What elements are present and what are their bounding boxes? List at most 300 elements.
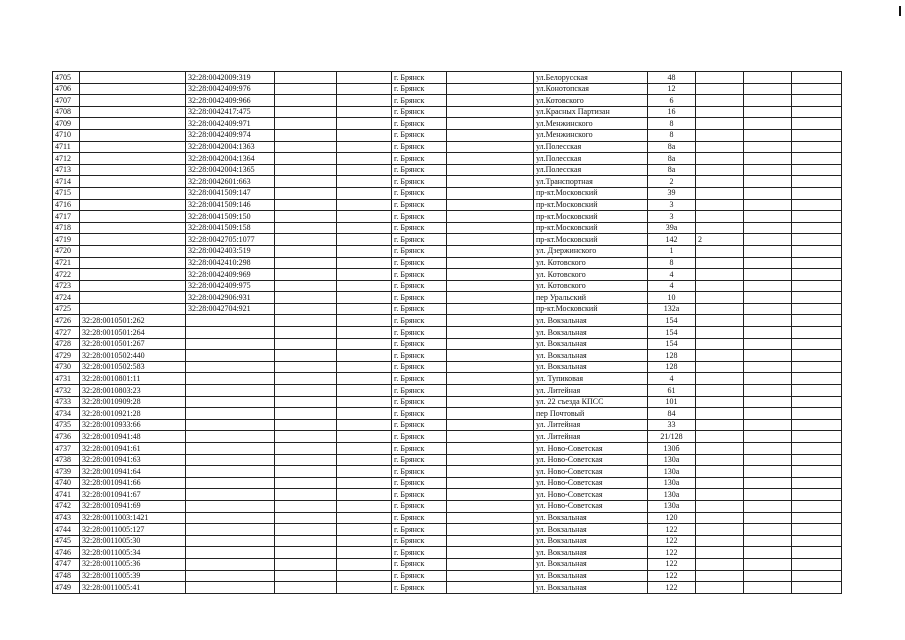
cell-col-empty-5	[792, 176, 842, 188]
cell-col-empty-2	[337, 361, 392, 373]
cell-col-empty-4	[744, 570, 792, 582]
cell-col-empty-2	[337, 570, 392, 582]
cell-col-empty-3	[447, 292, 534, 304]
cell-col-empty-4	[744, 269, 792, 281]
cell-row-number: 4737	[53, 443, 80, 455]
cell-col-empty-4	[744, 524, 792, 536]
cell-col-empty-1	[275, 466, 337, 478]
cell-col-empty-5	[792, 396, 842, 408]
cell-col-empty-1	[275, 477, 337, 489]
cell-city: г. Брянск	[392, 211, 447, 223]
cell-building-number: 2	[696, 234, 744, 246]
cell-city: г. Брянск	[392, 83, 447, 95]
cell-col-empty-3	[447, 141, 534, 153]
table-row	[53, 222, 842, 234]
cell-col-empty-5	[792, 292, 842, 304]
cell-cadastral-number-b	[186, 500, 275, 512]
cell-col-empty-4	[744, 373, 792, 385]
cell-city: г. Брянск	[392, 558, 447, 570]
cell-building-number	[696, 408, 744, 420]
cell-col-empty-1	[275, 570, 337, 582]
cell-cadastral-number-b: 32:28:0042409:969	[186, 269, 275, 281]
cell-col-empty-1	[275, 443, 337, 455]
cell-col-empty-2	[337, 396, 392, 408]
cell-cadastral-number-a	[80, 83, 186, 95]
cell-col-empty-2	[337, 454, 392, 466]
table-row	[53, 443, 842, 455]
cell-col-empty-3	[447, 373, 534, 385]
table-row	[53, 129, 842, 141]
cell-row-number: 4739	[53, 466, 80, 478]
cell-building-number	[696, 129, 744, 141]
cell-house-number: 8а	[648, 164, 696, 176]
cell-cadastral-number-a: 32:28:0010501:264	[80, 327, 186, 339]
cell-col-empty-1	[275, 303, 337, 315]
cell-col-empty-4	[744, 129, 792, 141]
cell-col-empty-2	[337, 187, 392, 199]
cell-building-number	[696, 443, 744, 455]
cell-col-empty-3	[447, 582, 534, 594]
cell-cadastral-number-a: 32:28:0011005:34	[80, 547, 186, 559]
cell-building-number	[696, 535, 744, 547]
cell-col-empty-2	[337, 211, 392, 223]
cell-city: г. Брянск	[392, 524, 447, 536]
cell-col-empty-1	[275, 257, 337, 269]
cell-house-number: 3	[648, 199, 696, 211]
cell-col-empty-2	[337, 408, 392, 420]
cell-cadastral-number-b	[186, 489, 275, 501]
cell-building-number	[696, 466, 744, 478]
cell-col-empty-4	[744, 477, 792, 489]
cell-col-empty-2	[337, 535, 392, 547]
cell-building-number	[696, 199, 744, 211]
cell-col-empty-4	[744, 153, 792, 165]
cell-street: ул.Полесская	[534, 153, 648, 165]
cell-street: ул.Котовского	[534, 95, 648, 107]
cell-col-empty-5	[792, 431, 842, 443]
cell-cadastral-number-a: 32:28:0011005:36	[80, 558, 186, 570]
cell-row-number: 4746	[53, 547, 80, 559]
cell-col-empty-2	[337, 164, 392, 176]
cell-cadastral-number-a: 32:28:0011003:1421	[80, 512, 186, 524]
cell-cadastral-number-b	[186, 419, 275, 431]
cell-row-number: 4733	[53, 396, 80, 408]
cell-col-empty-5	[792, 106, 842, 118]
cell-cadastral-number-b	[186, 512, 275, 524]
table-row	[53, 489, 842, 501]
cell-col-empty-5	[792, 199, 842, 211]
cell-col-empty-4	[744, 303, 792, 315]
table-row	[53, 269, 842, 281]
cell-col-empty-1	[275, 129, 337, 141]
cell-cadastral-number-a	[80, 280, 186, 292]
cell-house-number: 33	[648, 419, 696, 431]
cell-building-number	[696, 385, 744, 397]
cell-cadastral-number-a: 32:28:0010941:69	[80, 500, 186, 512]
cell-row-number: 4718	[53, 222, 80, 234]
cell-street: ул.Полесская	[534, 141, 648, 153]
cell-col-empty-1	[275, 547, 337, 559]
cell-col-empty-3	[447, 466, 534, 478]
cell-col-empty-1	[275, 199, 337, 211]
cell-col-empty-4	[744, 245, 792, 257]
cell-building-number	[696, 512, 744, 524]
cell-building-number	[696, 500, 744, 512]
cell-cadastral-number-a	[80, 106, 186, 118]
cell-col-empty-4	[744, 187, 792, 199]
cell-col-empty-3	[447, 83, 534, 95]
cell-col-empty-2	[337, 118, 392, 130]
cell-col-empty-2	[337, 95, 392, 107]
cell-city: г. Брянск	[392, 153, 447, 165]
cell-street: ул.Полесская	[534, 164, 648, 176]
cell-street: ул. Литейная	[534, 385, 648, 397]
cell-cadastral-number-a: 32:28:0010801:11	[80, 373, 186, 385]
cell-col-empty-2	[337, 327, 392, 339]
cell-city: г. Брянск	[392, 547, 447, 559]
cell-col-empty-4	[744, 234, 792, 246]
cell-cadastral-number-a: 32:28:0010941:61	[80, 443, 186, 455]
cell-cadastral-number-b	[186, 558, 275, 570]
cell-col-empty-3	[447, 454, 534, 466]
cell-house-number: 61	[648, 385, 696, 397]
cell-cadastral-number-a: 32:28:0010933:66	[80, 419, 186, 431]
cell-building-number	[696, 153, 744, 165]
cell-house-number: 122	[648, 535, 696, 547]
cell-col-empty-1	[275, 489, 337, 501]
cell-row-number: 4736	[53, 431, 80, 443]
cell-building-number	[696, 292, 744, 304]
cell-col-empty-5	[792, 95, 842, 107]
cell-row-number: 4710	[53, 129, 80, 141]
cell-col-empty-3	[447, 558, 534, 570]
cell-city: г. Брянск	[392, 327, 447, 339]
cell-col-empty-5	[792, 570, 842, 582]
cell-col-empty-4	[744, 327, 792, 339]
cell-house-number: 10	[648, 292, 696, 304]
cell-row-number: 4705	[53, 72, 80, 84]
cell-col-empty-3	[447, 500, 534, 512]
cell-row-number: 4724	[53, 292, 80, 304]
table-row	[53, 83, 842, 95]
cell-col-empty-1	[275, 106, 337, 118]
cell-house-number: 8а	[648, 153, 696, 165]
cell-cadastral-number-a	[80, 211, 186, 223]
cell-col-empty-2	[337, 83, 392, 95]
table-row	[53, 419, 842, 431]
cell-col-empty-5	[792, 280, 842, 292]
cell-row-number: 4742	[53, 500, 80, 512]
cell-house-number: 21/128	[648, 431, 696, 443]
cell-city: г. Брянск	[392, 245, 447, 257]
table-row	[53, 118, 842, 130]
cell-city: г. Брянск	[392, 466, 447, 478]
cell-col-empty-5	[792, 72, 842, 84]
cell-house-number: 39а	[648, 222, 696, 234]
cell-street: пр-кт.Московский	[534, 211, 648, 223]
cell-row-number: 4711	[53, 141, 80, 153]
cell-street: ул. Вокзальная	[534, 582, 648, 594]
cell-col-empty-1	[275, 83, 337, 95]
cell-col-empty-5	[792, 558, 842, 570]
cell-city: г. Брянск	[392, 292, 447, 304]
cell-col-empty-1	[275, 176, 337, 188]
cell-col-empty-1	[275, 396, 337, 408]
cell-cadastral-number-b: 32:28:0041509:147	[186, 187, 275, 199]
cell-cadastral-number-b	[186, 570, 275, 582]
cell-row-number: 4714	[53, 176, 80, 188]
cell-col-empty-2	[337, 153, 392, 165]
cell-col-empty-4	[744, 500, 792, 512]
cell-col-empty-5	[792, 443, 842, 455]
cell-row-number: 4734	[53, 408, 80, 420]
cell-city: г. Брянск	[392, 187, 447, 199]
cell-building-number	[696, 83, 744, 95]
cell-cadastral-number-b: 32:28:0042403:519	[186, 245, 275, 257]
cell-city: г. Брянск	[392, 72, 447, 84]
cell-street: ул. Ново-Советская	[534, 477, 648, 489]
cell-house-number: 154	[648, 315, 696, 327]
cell-cadastral-number-a: 32:28:0010803:23	[80, 385, 186, 397]
cell-col-empty-1	[275, 292, 337, 304]
table-row	[53, 524, 842, 536]
cell-col-empty-1	[275, 350, 337, 362]
table-row	[53, 361, 842, 373]
cell-cadastral-number-b: 32:28:0041509:158	[186, 222, 275, 234]
table-row	[53, 535, 842, 547]
cell-cadastral-number-a	[80, 164, 186, 176]
cell-city: г. Брянск	[392, 361, 447, 373]
cell-city: г. Брянск	[392, 164, 447, 176]
cell-street: ул. Вокзальная	[534, 570, 648, 582]
cell-cadastral-number-b: 32:28:0042409:974	[186, 129, 275, 141]
cell-col-empty-2	[337, 269, 392, 281]
cell-col-empty-1	[275, 95, 337, 107]
cell-city: г. Брянск	[392, 408, 447, 420]
cell-col-empty-2	[337, 477, 392, 489]
cell-building-number	[696, 454, 744, 466]
cell-cadastral-number-b	[186, 466, 275, 478]
cell-cadastral-number-a: 32:28:0010941:48	[80, 431, 186, 443]
cell-row-number: 4716	[53, 199, 80, 211]
cell-cadastral-number-a	[80, 187, 186, 199]
cell-house-number: 8	[648, 129, 696, 141]
table-row	[53, 315, 842, 327]
cell-city: г. Брянск	[392, 512, 447, 524]
table-row	[53, 454, 842, 466]
table-body	[53, 72, 842, 594]
cell-cadastral-number-a	[80, 129, 186, 141]
cell-col-empty-5	[792, 269, 842, 281]
cell-col-empty-3	[447, 164, 534, 176]
cell-cadastral-number-b: 32:28:0042601:663	[186, 176, 275, 188]
cell-row-number: 4720	[53, 245, 80, 257]
cell-building-number	[696, 547, 744, 559]
cell-col-empty-3	[447, 222, 534, 234]
cell-col-empty-1	[275, 512, 337, 524]
cell-city: г. Брянск	[392, 385, 447, 397]
cell-col-empty-2	[337, 199, 392, 211]
cell-cadastral-number-a	[80, 153, 186, 165]
cell-building-number	[696, 570, 744, 582]
cell-street: пр-кт.Московский	[534, 234, 648, 246]
cell-cadastral-number-b: 32:28:0042417:475	[186, 106, 275, 118]
cell-col-empty-2	[337, 72, 392, 84]
cell-col-empty-3	[447, 338, 534, 350]
cell-street: ул.Конотопская	[534, 83, 648, 95]
cell-col-empty-3	[447, 280, 534, 292]
cell-row-number: 4726	[53, 315, 80, 327]
cell-house-number: 130а	[648, 489, 696, 501]
cell-building-number	[696, 118, 744, 130]
cell-col-empty-1	[275, 245, 337, 257]
cell-house-number: 6	[648, 95, 696, 107]
cell-col-empty-5	[792, 350, 842, 362]
table-row	[53, 141, 842, 153]
cell-cadastral-number-b	[186, 385, 275, 397]
cell-col-empty-1	[275, 118, 337, 130]
cell-house-number: 12	[648, 83, 696, 95]
table-row	[53, 512, 842, 524]
cell-building-number	[696, 187, 744, 199]
cell-col-empty-3	[447, 350, 534, 362]
cell-col-empty-4	[744, 83, 792, 95]
cell-house-number: 128	[648, 361, 696, 373]
table-row	[53, 327, 842, 339]
cell-col-empty-2	[337, 524, 392, 536]
cell-col-empty-5	[792, 477, 842, 489]
cell-col-empty-4	[744, 315, 792, 327]
cell-row-number: 4731	[53, 373, 80, 385]
cell-street: ул. Литейная	[534, 419, 648, 431]
cell-col-empty-3	[447, 524, 534, 536]
cell-city: г. Брянск	[392, 95, 447, 107]
cell-city: г. Брянск	[392, 257, 447, 269]
cell-building-number	[696, 141, 744, 153]
cell-cadastral-number-b	[186, 582, 275, 594]
table-row	[53, 164, 842, 176]
cell-city: г. Брянск	[392, 431, 447, 443]
cell-col-empty-4	[744, 582, 792, 594]
cell-building-number	[696, 361, 744, 373]
cell-building-number	[696, 315, 744, 327]
cell-city: г. Брянск	[392, 303, 447, 315]
cell-col-empty-5	[792, 408, 842, 420]
cell-building-number	[696, 211, 744, 223]
cell-col-empty-3	[447, 95, 534, 107]
cell-col-empty-2	[337, 303, 392, 315]
cell-col-empty-5	[792, 211, 842, 223]
cell-row-number: 4713	[53, 164, 80, 176]
cell-col-empty-4	[744, 280, 792, 292]
page-edge-mark	[899, 6, 901, 16]
cell-col-empty-3	[447, 419, 534, 431]
cell-house-number: 2	[648, 176, 696, 188]
cell-street: ул.Менжинского	[534, 118, 648, 130]
cell-cadastral-number-a	[80, 199, 186, 211]
cell-col-empty-4	[744, 106, 792, 118]
cell-street: ул. Вокзальная	[534, 315, 648, 327]
cell-street: ул. Тупиковая	[534, 373, 648, 385]
cell-cadastral-number-a: 32:28:0010941:63	[80, 454, 186, 466]
cell-building-number	[696, 303, 744, 315]
table-row	[53, 558, 842, 570]
cell-col-empty-1	[275, 211, 337, 223]
cell-col-empty-1	[275, 524, 337, 536]
cell-row-number: 4735	[53, 419, 80, 431]
cell-col-empty-3	[447, 396, 534, 408]
cell-col-empty-1	[275, 164, 337, 176]
table-row	[53, 582, 842, 594]
cell-cadastral-number-a	[80, 234, 186, 246]
cell-street: пр-кт.Московский	[534, 187, 648, 199]
cell-cadastral-number-a: 32:28:0011005:30	[80, 535, 186, 547]
cell-cadastral-number-b	[186, 477, 275, 489]
cell-cadastral-number-b	[186, 408, 275, 420]
cell-building-number	[696, 558, 744, 570]
cell-cadastral-number-b	[186, 373, 275, 385]
cell-building-number	[696, 327, 744, 339]
table-row	[53, 570, 842, 582]
cell-col-empty-4	[744, 512, 792, 524]
cell-cadastral-number-a: 32:28:0011005:127	[80, 524, 186, 536]
cell-cadastral-number-b: 32:28:0042409:971	[186, 118, 275, 130]
cell-col-empty-4	[744, 350, 792, 362]
table-row	[53, 500, 842, 512]
table-row	[53, 280, 842, 292]
cell-cadastral-number-b	[186, 535, 275, 547]
cell-col-empty-4	[744, 95, 792, 107]
cell-col-empty-1	[275, 327, 337, 339]
cell-col-empty-1	[275, 431, 337, 443]
cell-col-empty-1	[275, 72, 337, 84]
cell-building-number	[696, 257, 744, 269]
cell-building-number	[696, 176, 744, 188]
cell-city: г. Брянск	[392, 280, 447, 292]
cell-col-empty-3	[447, 535, 534, 547]
cell-col-empty-2	[337, 512, 392, 524]
cell-cadastral-number-a: 32:28:0011005:39	[80, 570, 186, 582]
cell-col-empty-1	[275, 535, 337, 547]
cell-cadastral-number-b	[186, 524, 275, 536]
cell-col-empty-2	[337, 315, 392, 327]
cell-col-empty-5	[792, 512, 842, 524]
cell-col-empty-2	[337, 129, 392, 141]
cell-city: г. Брянск	[392, 373, 447, 385]
cell-cadastral-number-a	[80, 95, 186, 107]
cell-cadastral-number-b: 32:28:0042004:1365	[186, 164, 275, 176]
cell-col-empty-4	[744, 419, 792, 431]
cell-col-empty-5	[792, 83, 842, 95]
cell-building-number	[696, 338, 744, 350]
cell-col-empty-4	[744, 361, 792, 373]
cell-city: г. Брянск	[392, 141, 447, 153]
cell-city: г. Брянск	[392, 269, 447, 281]
cell-cadastral-number-a: 32:28:0010921:28	[80, 408, 186, 420]
cell-row-number: 4728	[53, 338, 80, 350]
cell-col-empty-5	[792, 164, 842, 176]
cell-col-empty-5	[792, 524, 842, 536]
cell-col-empty-5	[792, 385, 842, 397]
cell-col-empty-3	[447, 269, 534, 281]
cell-col-empty-2	[337, 106, 392, 118]
cell-row-number: 4723	[53, 280, 80, 292]
cell-col-empty-1	[275, 408, 337, 420]
cell-col-empty-4	[744, 118, 792, 130]
cell-city: г. Брянск	[392, 396, 447, 408]
cell-building-number	[696, 222, 744, 234]
cell-col-empty-4	[744, 431, 792, 443]
